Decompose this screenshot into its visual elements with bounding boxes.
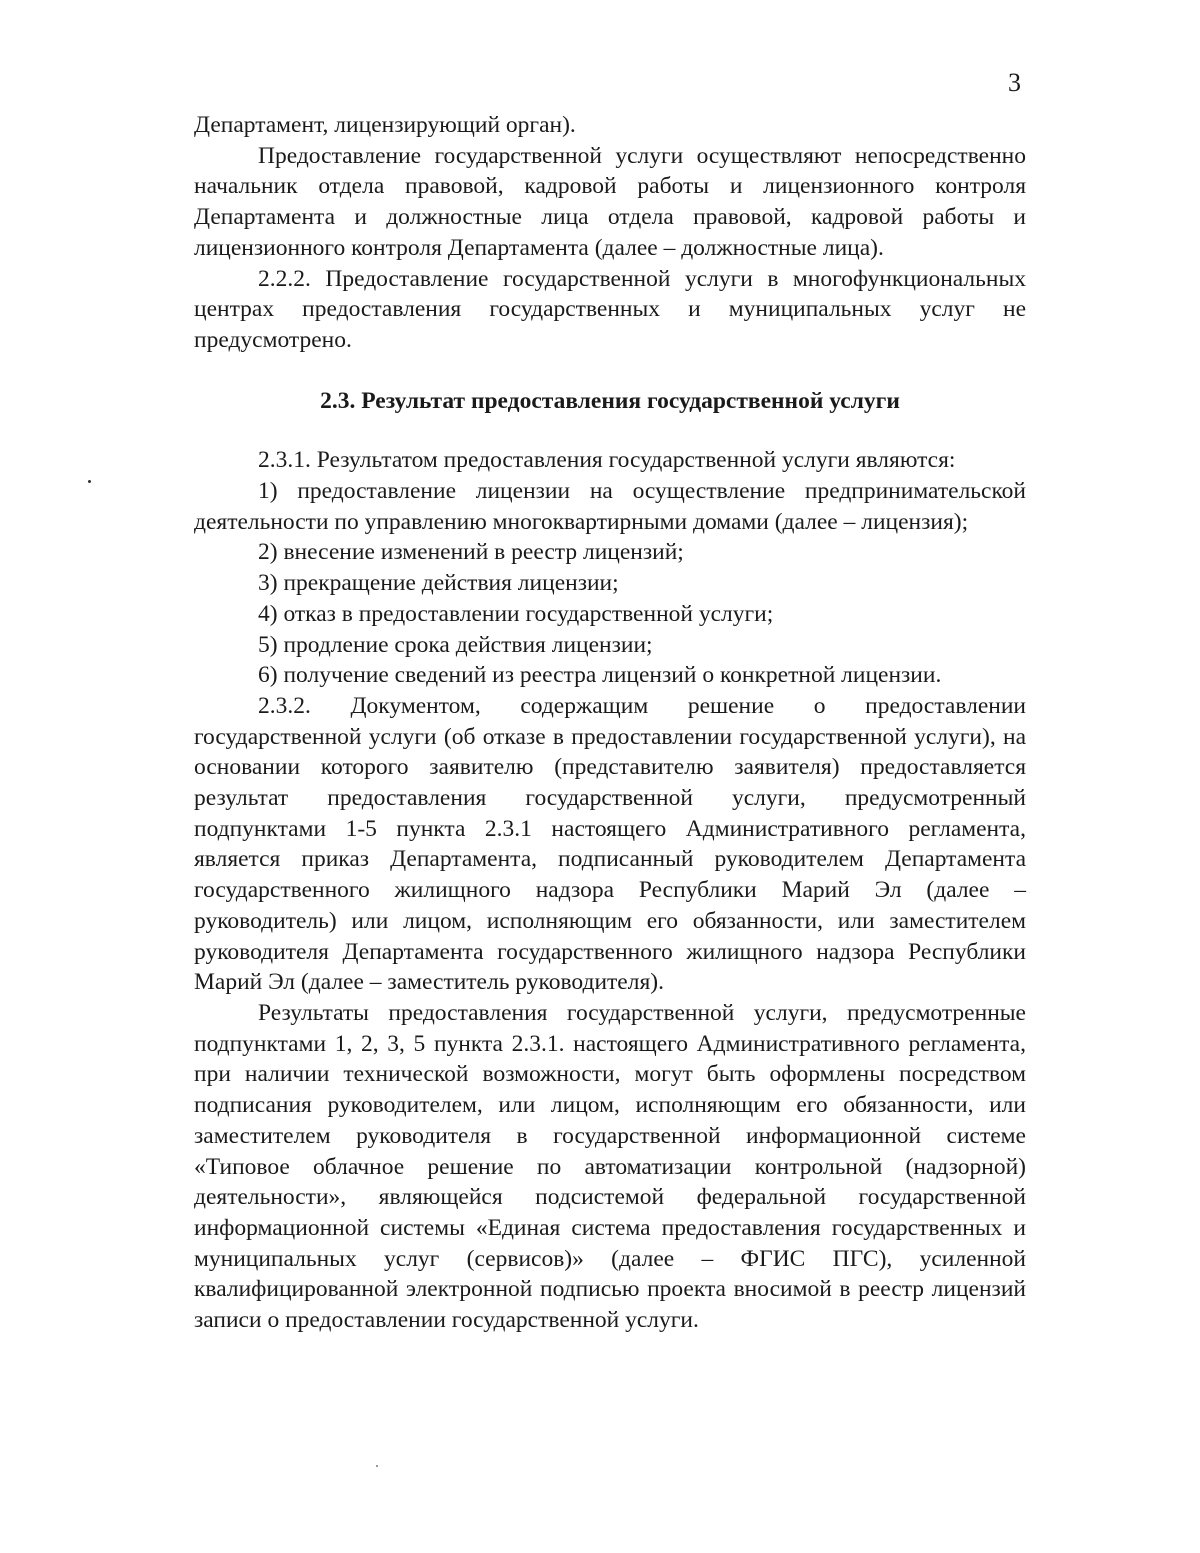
scan-speck: [88, 480, 91, 483]
paragraph: 4) отказ в предоставлении государственной услуги;: [258, 600, 774, 627]
paragraph: Департамент, лицензирующий орган).: [194, 112, 576, 138]
top-paragraphs: [194, 110, 1026, 356]
paragraph: 1) предоставление лицензии на осуществление предпринимательской деятельности по управлению многоквартирными домами (далее – лицензия);: [194, 478, 1026, 535]
paragraph: Результаты предоставления государственной услуги, предусмотренные подпунктами 1, 2, 3, 5 пункта 2.3.1. настоящего Административного регламента, при наличии технической возможности, могут быть оформлены посредством подписания руководителем, или лицом, исполняющим его обязанности, или заместителем руководителя в государственной информационной системе «Типовое облачное решение по автоматизации контрольной (надзорной) деятельности», являющейся подсистемой федеральной государственной информационной системы «Единая система предоставления государственных и муниципальных услуг (сервисов)» (далее – ФГИС ПГС), усиленной квалифицированной электронной подписью проекта вносимой в реестр лицензий записи о предоставлении государственной услуги.: [194, 999, 1026, 1334]
paragraph: 3) прекращение действия лицензии;: [258, 570, 619, 597]
page-number: 3: [1008, 68, 1021, 97]
paragraph: 6) получение сведений из реестра лицензий о конкретной лицензии.: [258, 662, 942, 689]
paragraph: 2.3.1. Результатом предоставления государственной услуги являются:: [258, 447, 956, 474]
bottom-paragraphs: [194, 445, 1026, 1335]
scan-speck: [376, 1465, 378, 1467]
section-heading: 2.3. Результат предоставления государственной услуги: [320, 387, 900, 414]
paragraph: 5) продление срока действия лицензии;: [258, 631, 653, 658]
paragraph: 2.3.2. Документом, содержащим решение о предоставлении государственной услуги (об отказе в предоставлении государственной услуги), на основании которого заявителю (представителю заявителя) предоставляется результат предоставления государственной услуги, предусмотренный подпунктами 1-5 пункта 2.3.1 настоящего Административного регламента, является приказ Департамента, подписанный руководителем Департамента государственного жилищного надзора Республики Марий Эл (далее – руководитель) или лицом, исполняющим его обязанности, или заместителем руководителя Департамента государственного жилищного надзора Республики Марий Эл (далее – заместитель руководителя).: [194, 692, 1026, 996]
paragraph: 2) внесение изменений в реестр лицензий;: [258, 539, 684, 566]
paragraph: Предоставление государственной услуги осуществляют непосредственно начальник отдела правовой, кадровой работы и лицензионного контроля Департамента и должностные лица отдела правовой, кадровой работы и лицензионного контроля Департамента (далее – должностные лица).: [194, 142, 1026, 261]
document-body: [194, 110, 1026, 1336]
paragraph: 2.2.2. Предоставление государственной услуги в многофункциональных центрах предоставления государственных и муниципальных услуг не предусмотрено.: [194, 265, 1026, 353]
